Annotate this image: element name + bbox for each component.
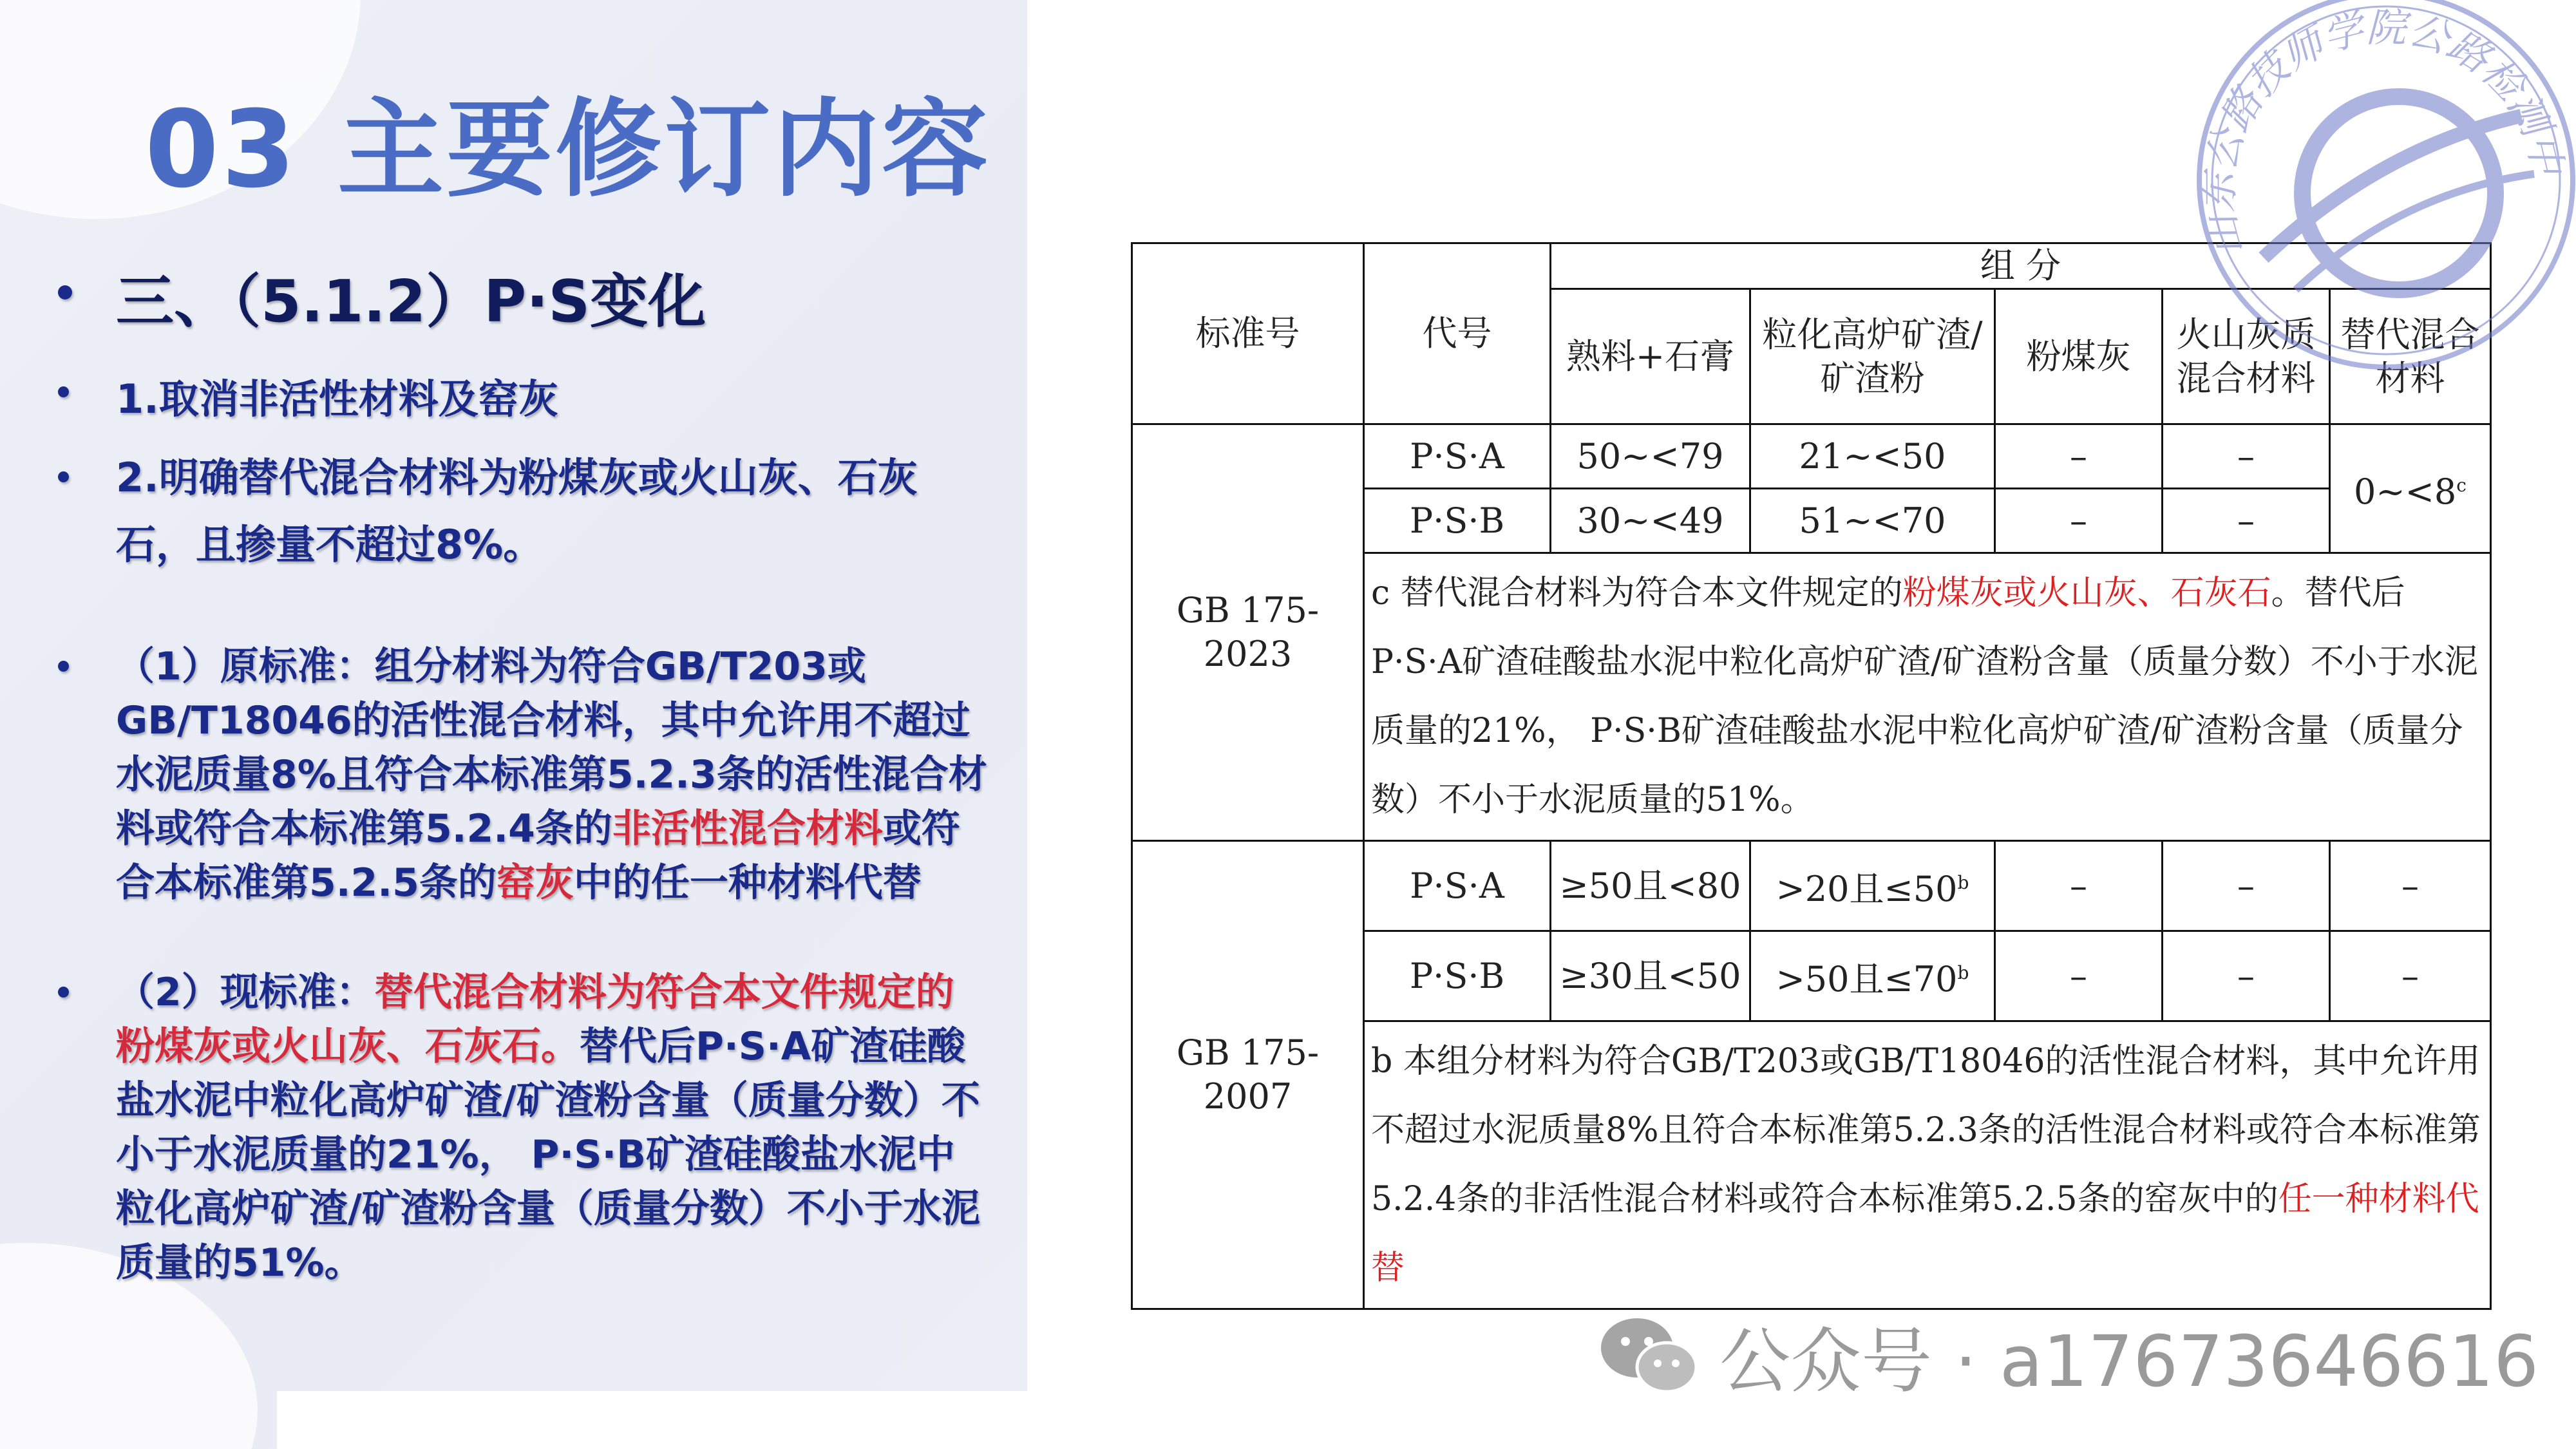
header-standard-no: 标准号 bbox=[1132, 243, 1364, 424]
page-title: 03 主要修订内容 bbox=[145, 88, 991, 211]
table-note-2023: c 替代混合材料为符合本文件规定的粉煤灰或火山灰、石灰石。替代后P·S·A矿渣硅酸盐水泥中粒化高炉矿渣/矿渣粉含量（质量分数）不小于水泥质量的21%， P·S·B矿渣硅酸盐水泥中粒化高炉矿渣/矿渣粉含量（质量分数）不小于水泥质量的51%。 bbox=[1364, 553, 2491, 841]
header-pozzolan: 火山灰质混合材料 bbox=[2163, 289, 2330, 424]
watermark-text: 公众号 · a17673646616 bbox=[1719, 1320, 2539, 1403]
table-cell: ≥50且<80 bbox=[1551, 841, 1750, 931]
table-cell: 21~<50 bbox=[1750, 424, 1995, 489]
bullet-2: 2.明确替代混合材料为粉煤灰或火山灰、石灰石，且掺量不超过8%。 bbox=[64, 444, 985, 578]
header-composition: 组 分 bbox=[1551, 243, 2491, 289]
highlight-text: 窑灰 bbox=[496, 860, 574, 905]
table-cell: – bbox=[1995, 841, 2163, 931]
highlight-text: 替代混合材料为符合本文件规定的粉煤灰或火山灰、石灰石。 bbox=[116, 970, 954, 1069]
bullet-original-standard: （1）原标准：组分材料为符合GB/T203或GB/T18046的活性混合材料，其中允许用不超过水泥质量8%且符合本标准第5.2.3条的活性混合材料或符合本标准第5.2.4条的非活性混合材料或符合本标准第5.2.5条的窑灰中的任一种材料代替 bbox=[64, 639, 992, 910]
table-cell: – bbox=[2330, 931, 2491, 1021]
table-cell: – bbox=[2330, 841, 2491, 931]
table-cell: – bbox=[2163, 489, 2330, 553]
table-cell: P·S·A bbox=[1364, 841, 1551, 931]
table-cell: >50且$\le 70^b$ bbox=[1750, 931, 1995, 1021]
table-cell: 50~<79 bbox=[1551, 424, 1750, 489]
highlight-text: 非活性混合材料 bbox=[612, 806, 883, 851]
watermark bbox=[1597, 1307, 2539, 1404]
table-cell: >20且$\le 50^b$ bbox=[1750, 841, 1995, 931]
table-cell-substitute-2023: $0\sim<8^c$ bbox=[2330, 424, 2491, 553]
table-cell: – bbox=[1995, 424, 2163, 489]
standard-gb175-2023: GB 175-2023 bbox=[1132, 424, 1364, 841]
header-fly-ash: 粉煤灰 bbox=[1995, 289, 2163, 424]
table-cell: – bbox=[1995, 931, 2163, 1021]
header-clinker-gypsum: 熟料+石膏 bbox=[1551, 289, 1750, 424]
table-cell: P·S·A bbox=[1364, 424, 1551, 489]
highlight-text: 粉煤灰或火山灰、石灰石 bbox=[1902, 574, 2271, 612]
table-cell: P·S·B bbox=[1364, 931, 1551, 1021]
header-slag: 粒化高炉矿渣/矿渣粉 bbox=[1750, 289, 1995, 424]
section-heading: 三、（5.1.2）P·S变化 bbox=[64, 254, 706, 338]
header-code: 代号 bbox=[1364, 243, 1551, 424]
table-cell: – bbox=[2163, 424, 2330, 489]
institution-stamp-icon bbox=[2186, 0, 2576, 380]
table-cell: 30~<49 bbox=[1551, 489, 1750, 553]
standard-gb175-2007: GB 175-2007 bbox=[1132, 841, 1364, 1309]
svg-text:山东公路技师学院公路检测中心: 山东公路技师学院公路检测中 bbox=[2195, 4, 2572, 261]
table-note-2007: b 本组分材料为符合GB/T203或GB/T18046的活性混合材料，其中允许用不超过水泥质量8%且符合本标准第5.2.3条的活性混合材料或符合本标准第5.2.4条的非活性混合材料或符合本标准第5.2.5条的窑灰中的任一种材料代替 bbox=[1364, 1021, 2491, 1309]
table-cell: – bbox=[2163, 841, 2330, 931]
wechat-icon bbox=[1597, 1311, 1700, 1401]
table-cell: 51~<70 bbox=[1750, 489, 1995, 553]
table-cell: ≥30且<50 bbox=[1551, 931, 1750, 1021]
bullet-current-standard: （2）现标准：替代混合材料为符合本文件规定的粉煤灰或火山灰、石灰石。替代后P·S·A矿渣硅酸盐水泥中粒化高炉矿渣/矿渣粉含量（质量分数）不小于水泥质量的21%， P·S·B矿渣硅酸盐水泥中粒化高炉矿渣/矿渣粉含量（质量分数）不小于水泥质量的51%。 bbox=[64, 965, 992, 1290]
composition-table bbox=[1131, 242, 2492, 1310]
table-cell: – bbox=[2163, 931, 2330, 1021]
bullet-label: （1）原标准： bbox=[116, 644, 375, 689]
highlight-text: 任一种材料代替 bbox=[1371, 1180, 2479, 1287]
table-cell: P·S·B bbox=[1364, 489, 1551, 553]
bullet-1: 1.取消非活性材料及窑灰 bbox=[64, 367, 558, 424]
header-substitute: 替代混合材料 bbox=[2330, 289, 2491, 424]
bullet-label: （2）现标准： bbox=[116, 970, 375, 1015]
table-cell: – bbox=[1995, 489, 2163, 553]
